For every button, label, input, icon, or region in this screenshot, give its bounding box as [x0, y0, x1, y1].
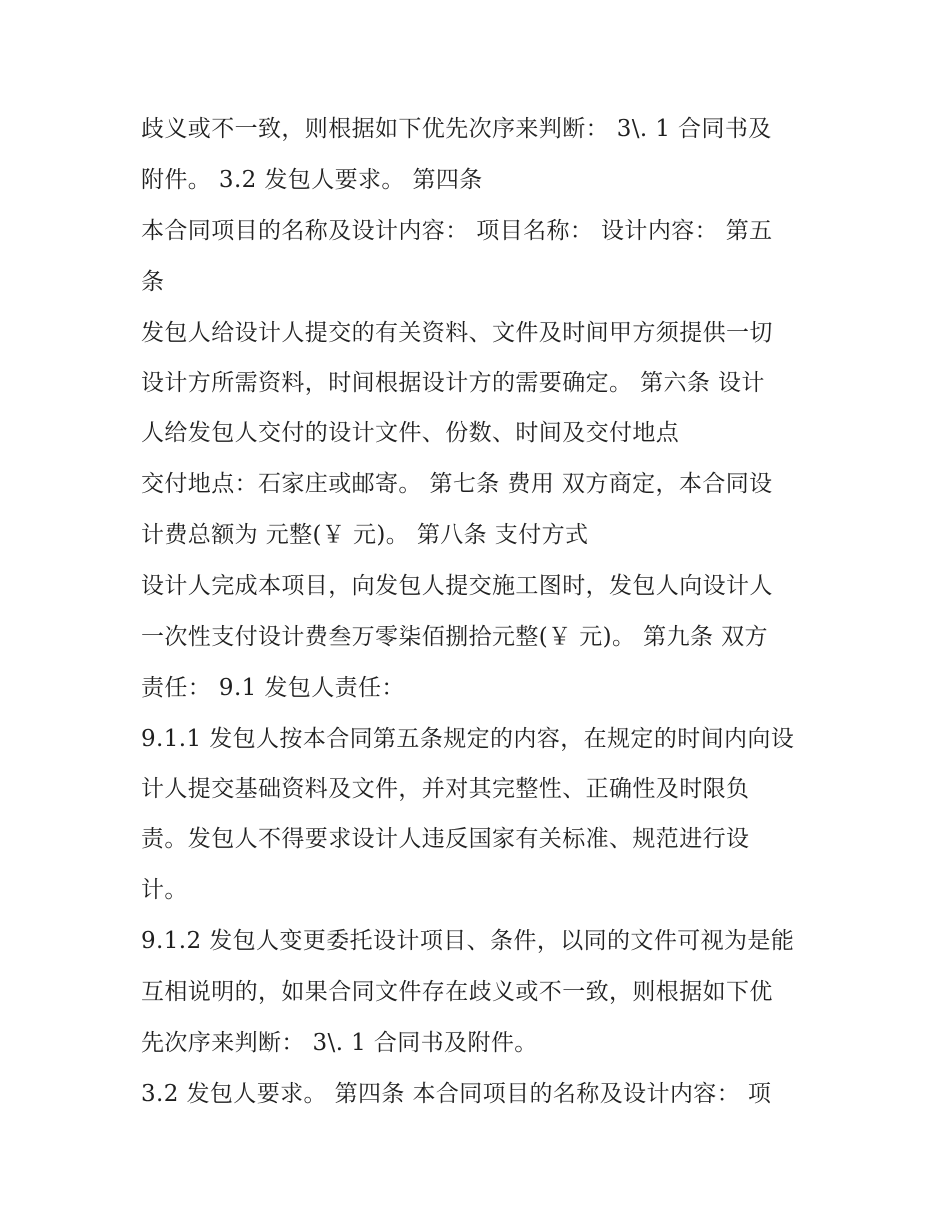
- text-line: 发包人给设计人提交的有关资料、文件及时间甲方须提供一切: [141, 320, 773, 346]
- text-line: 9.1.1 发包人按本合同第五条规定的内容，在规定的时间内向设: [141, 726, 795, 752]
- text-line: 一次性支付设计费叁万零柒佰捌拾元整(￥ 元)。 第九条 双方: [141, 624, 768, 650]
- text-line: 互相说明的，如果合同文件存在歧义或不一致，则根据如下优: [141, 979, 773, 1005]
- text-line: 设计人完成本项目，向发包人提交施工图时，发包人向设计人: [141, 573, 773, 599]
- text-line: 交付地点：石家庄或邮寄。 第七条 费用 双方商定，本合同设: [141, 471, 773, 497]
- text-line: 计费总额为 元整(￥ 元)。 第八条 支付方式: [141, 522, 589, 548]
- text-line: 先次序来判断： 3\. 1 合同书及附件。: [141, 1030, 538, 1056]
- text-line: 附件。 3.2 发包人要求。 第四条: [141, 167, 483, 193]
- text-line: 计。: [141, 877, 188, 903]
- text-line: 3.2 发包人要求。 第四条 本合同项目的名称及设计内容： 项: [141, 1081, 772, 1107]
- text-line: 计人提交基础资料及文件，并对其完整性、正确性及时限负: [141, 776, 750, 802]
- text-line: 责。发包人不得要求设计人违反国家有关标准、规范进行设: [141, 826, 750, 852]
- text-line: 责任： 9.1 发包人责任：: [141, 675, 405, 701]
- text-line: 9.1.2 发包人变更委托设计项目、条件，以同的文件可视为是能: [141, 928, 795, 954]
- text-line: 歧义或不一致，则根据如下优先次序来判断： 3\. 1 合同书及: [141, 116, 772, 142]
- text-line: 设计方所需资料，时间根据设计方的需要确定。 第六条 设计: [141, 370, 765, 396]
- text-line: 条: [141, 269, 165, 295]
- text-line: 本合同项目的名称及设计内容： 项目名称： 设计内容： 第五: [141, 218, 773, 244]
- text-line: 人给发包人交付的设计文件、份数、时间及交付地点: [141, 420, 680, 446]
